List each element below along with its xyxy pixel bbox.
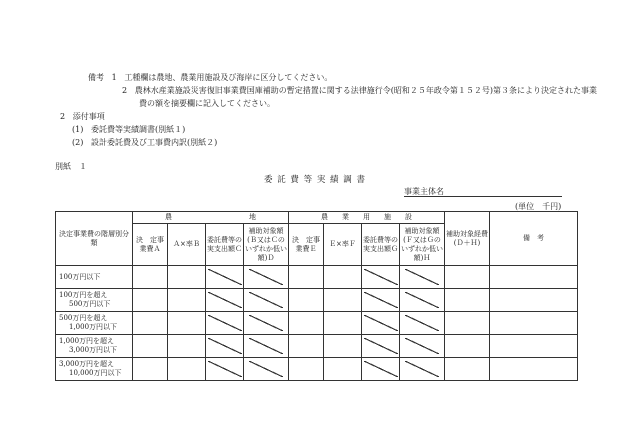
slashed-cell (362, 312, 400, 335)
empty-cell[interactable] (490, 358, 578, 381)
empty-cell[interactable] (324, 312, 362, 335)
slashed-cell (206, 358, 244, 381)
col-a-header: 決 定事業費Ａ (133, 224, 168, 266)
slashed-cell (244, 266, 289, 289)
slashed-cell (362, 335, 400, 358)
remarks-label: 備考 (88, 73, 104, 82)
col-h-header: 補助対象額(Ｆ又はＧのいずれか低い額)Ｈ (400, 224, 445, 266)
bracket-cell (56, 358, 133, 381)
remarks-header: 備 考 (490, 212, 578, 266)
remarks-line-1 (88, 73, 332, 83)
empty-cell[interactable] (324, 266, 362, 289)
bracket-line-1: 500万円を超え (59, 314, 108, 322)
empty-cell[interactable] (445, 335, 490, 358)
slashed-cell (206, 289, 244, 312)
table-row (56, 289, 578, 312)
remark-1-number: 1 (111, 73, 117, 82)
remark-2-number: 2 (122, 86, 128, 95)
empty-cell[interactable] (445, 266, 490, 289)
empty-cell[interactable] (168, 312, 206, 335)
slashed-cell (244, 289, 289, 312)
empty-cell[interactable] (168, 289, 206, 312)
col-e-header: 決 定事業費Ｅ (289, 224, 324, 266)
facilities-group-header: 農 業 用 施 設 (289, 212, 445, 224)
empty-cell[interactable] (133, 266, 168, 289)
farmland-group-header: 農 地 (133, 212, 289, 224)
attachment-label: 添付事項 (72, 112, 105, 121)
table-row (56, 358, 578, 381)
empty-cell[interactable] (133, 335, 168, 358)
empty-cell[interactable] (445, 358, 490, 381)
empty-cell[interactable] (324, 335, 362, 358)
entity-underline (404, 196, 562, 197)
bracket-cell (56, 335, 133, 358)
empty-cell[interactable] (168, 358, 206, 381)
bracket-line-2: 500万円以下 (69, 300, 111, 308)
empty-cell[interactable] (289, 312, 324, 335)
attachment-1-number: (1) (72, 125, 84, 134)
remark-2-text-a: 農林水産業施設災害復旧事業費国庫補助の暫定措置に関する法律施行令(昭和２５年政令第１５２号)第３条により決定された事業 (134, 86, 597, 95)
slashed-cell (244, 358, 289, 381)
remarks-line-2 (122, 86, 597, 96)
attachment-heading (60, 112, 105, 122)
col-f-header: Ｅ×率Ｆ (324, 224, 362, 266)
slashed-cell (400, 289, 445, 312)
slashed-cell (206, 335, 244, 358)
bracket-header: 決定事業費の階層別分類 (56, 212, 133, 266)
slashed-cell (206, 312, 244, 335)
slashed-cell (362, 358, 400, 381)
bracket-line-1: 100万円を超え (59, 291, 108, 299)
slashed-cell (244, 335, 289, 358)
attachment-1-text: 委託費等実績調書(別紙１) (90, 125, 186, 134)
slashed-cell (400, 312, 445, 335)
slashed-cell (400, 358, 445, 381)
bracket-line-2: 1,000万円以下 (69, 323, 118, 331)
bracket-line-2: 10,000万円以下 (69, 369, 122, 377)
col-g-header: 委託費等の実支出額Ｇ (362, 224, 400, 266)
empty-cell[interactable] (324, 289, 362, 312)
attachment-item-1 (72, 125, 185, 135)
empty-cell[interactable] (168, 335, 206, 358)
remark-1-text: 工種欄は農地、農業用施設及び海岸に区分してください。 (124, 73, 333, 82)
slashed-cell (400, 266, 445, 289)
col-c-header: 委託費等の実支出額Ｃ (206, 224, 244, 266)
attachment-2-number: (2) (72, 138, 84, 147)
bracket-line-2: 3,000万円以下 (69, 346, 118, 354)
empty-cell[interactable] (289, 358, 324, 381)
empty-cell[interactable] (445, 289, 490, 312)
slashed-cell (206, 266, 244, 289)
performance-table (55, 211, 578, 381)
empty-cell[interactable] (133, 312, 168, 335)
empty-cell[interactable] (133, 358, 168, 381)
empty-cell[interactable] (289, 335, 324, 358)
empty-cell[interactable] (289, 266, 324, 289)
table-row (56, 266, 578, 289)
bracket-line-1: 3,000万円を超え (59, 360, 115, 368)
empty-cell[interactable] (168, 266, 206, 289)
empty-cell[interactable] (133, 289, 168, 312)
bracket-cell (56, 289, 133, 312)
slashed-cell (362, 289, 400, 312)
attachment-item-2 (72, 138, 217, 148)
table-row (56, 335, 578, 358)
sheet-title: 委 託 費 等 実 績 調 書 (264, 175, 366, 185)
attachment-2-text: 設計委託費及び工事費内訳(別紙２) (90, 138, 218, 147)
attachment-number: 2 (60, 112, 66, 121)
remark-2-text-b: 費の額を摘要欄に記入してください。 (139, 99, 275, 108)
empty-cell[interactable] (490, 335, 578, 358)
slashed-cell (362, 266, 400, 289)
entity-label: 事業主体名 (404, 187, 444, 196)
slashed-cell (244, 312, 289, 335)
sheet-label: 別紙 １ (55, 162, 87, 171)
group-header-row (56, 212, 578, 224)
empty-cell[interactable] (289, 289, 324, 312)
bracket-line-1: 1,000万円を超え (59, 337, 115, 345)
bracket-line-1: 100万円以下 (59, 272, 101, 281)
empty-cell[interactable] (445, 312, 490, 335)
empty-cell[interactable] (324, 358, 362, 381)
col-d-header: 補助対象額(Ｂ又はＣのいずれか低い額)Ｄ (244, 224, 289, 266)
col-b-header: Ａ×率Ｂ (168, 224, 206, 266)
unit-label: (単位 千円) (515, 202, 562, 211)
bracket-cell (56, 266, 133, 289)
empty-cell[interactable] (490, 266, 578, 289)
slashed-cell (400, 335, 445, 358)
empty-cell[interactable] (490, 289, 578, 312)
empty-cell[interactable] (490, 312, 578, 335)
subsidy-total-header: 補助対象経費(Ｄ＋Ｈ) (445, 212, 490, 266)
table-row (56, 312, 578, 335)
bracket-cell (56, 312, 133, 335)
